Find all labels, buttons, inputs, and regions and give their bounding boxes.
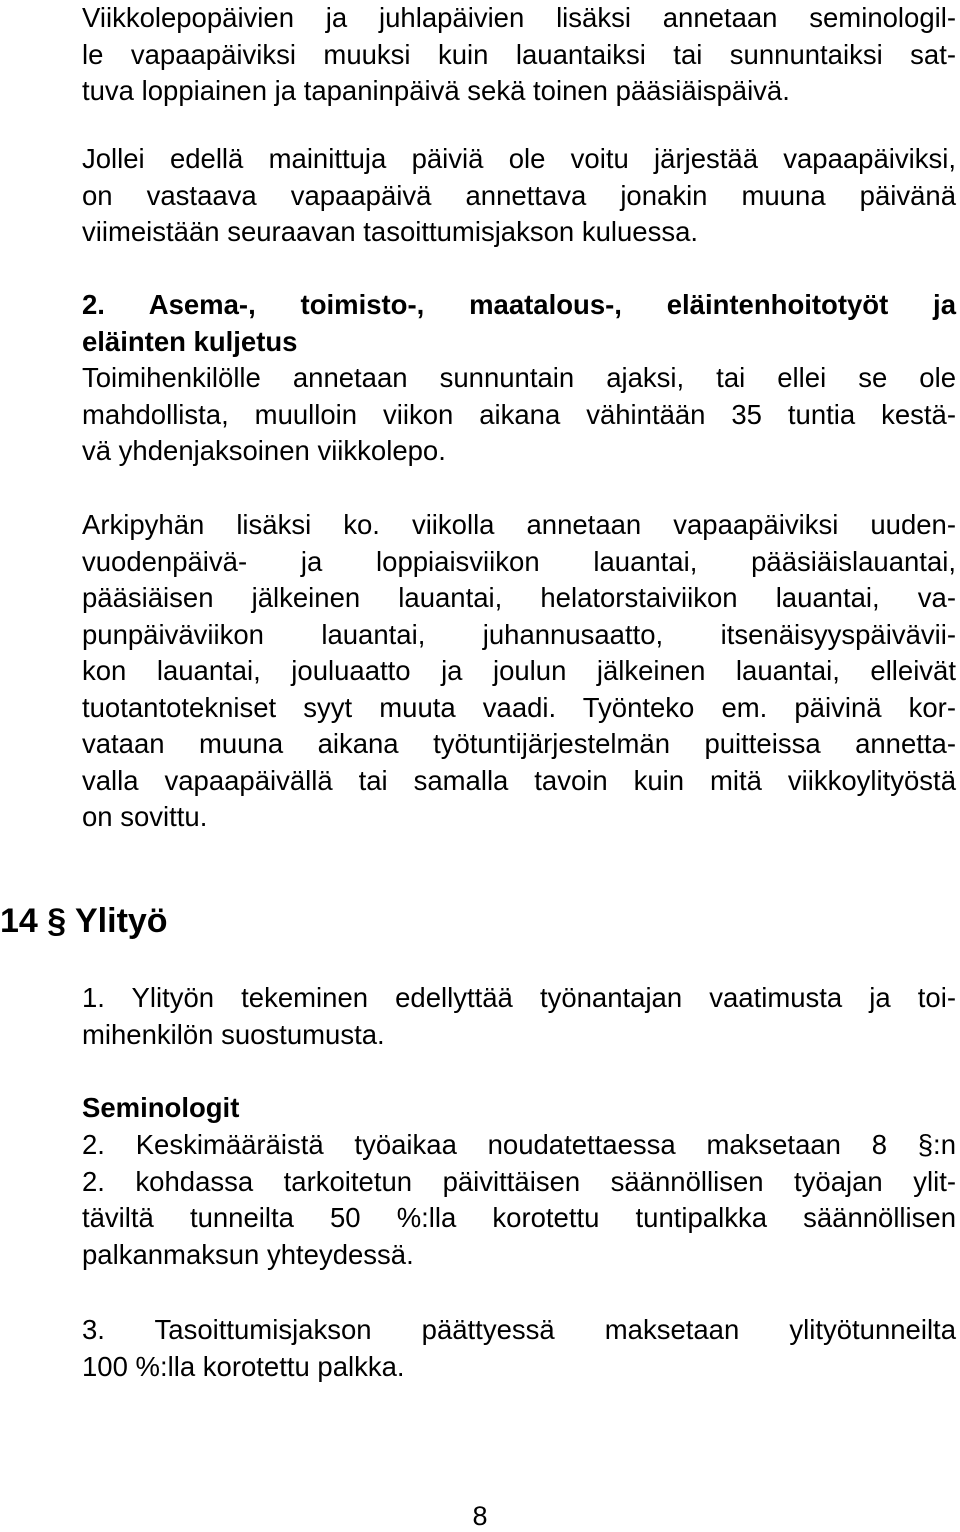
text-line: vuodenpäivä- ja loppiaisviikon lauantai, pääsiäislauantai, bbox=[82, 545, 956, 577]
text-line: vä yhdenjaksoinen viikkolepo. bbox=[82, 435, 446, 466]
section-2-heading-line: eläinten kuljetus bbox=[82, 325, 298, 357]
text-line: Jollei edellä mainittuja päiviä ole voitu järjestää vapaapäiviksi, bbox=[82, 143, 956, 174]
text-line: Arkipyhän lisäksi ko. viikolla annetaan vapaapäiviksi uuden- bbox=[82, 509, 956, 540]
text-line: valla vapaapäivällä tai samalla tavoin kuin mitä viikkoylityöstä bbox=[82, 764, 956, 796]
text-line: mahdollista, muulloin viikon aikana vähintään 35 tuntia kestä- bbox=[82, 398, 956, 430]
page-number: 8 bbox=[472, 1501, 488, 1531]
section-2-heading-line: 2. Asema-, toimisto-, maatalous-, eläintenhoitotyöt ja bbox=[82, 289, 956, 320]
text-line: palkanmaksun yhteydessä. bbox=[82, 1238, 414, 1270]
text-line: 2. kohdassa tarkoitetun päivittäisen säännöllisen työajan ylit- bbox=[82, 1165, 956, 1197]
text-line: Toimihenkilölle annetaan sunnuntain ajaksi, tai ellei se ole bbox=[82, 362, 956, 393]
text-line: le vapaapäiviksi muuksi kuin lauantaiksi tai sunnuntaiksi sat- bbox=[82, 38, 956, 70]
text-line: Viikkolepopäivien ja juhlapäivien lisäksi annetaan seminologil- bbox=[82, 2, 956, 33]
text-line: viimeistään seuraavan tasoittumisjakson kuluessa. bbox=[82, 216, 698, 247]
text-line: kon lauantai, jouluaatto ja joulun jälkeinen lauantai, elleivät bbox=[82, 655, 956, 686]
section-2-block bbox=[82, 287, 956, 470]
paragraph-overtime-pay-100 bbox=[82, 1312, 956, 1385]
text-line: täviltä tunneilta 50 %:lla korotettu tuntipalkka säännöllisen bbox=[82, 1202, 956, 1233]
text-line: vataan muuna aikana työtuntijärjestelmän puitteissa annetta- bbox=[82, 728, 956, 759]
subheading-seminologists: Seminologit bbox=[82, 1092, 240, 1123]
paragraph-compensatory-day bbox=[82, 141, 956, 251]
section-title-overtime: 14 § Ylityö bbox=[0, 902, 168, 940]
text-line: tuotantotekniset syyt muuta vaadi. Työnteko em. päivinä kor- bbox=[82, 691, 956, 723]
paragraph-holiday-saturdays bbox=[82, 507, 956, 836]
text-line: 3. Tasoittumisjakson päättyessä maksetaan ylityötunneilta bbox=[82, 1314, 956, 1345]
text-line: 100 %:lla korotettu palkka. bbox=[82, 1350, 405, 1382]
text-line: punpäiväviikon lauantai, juhannusaatto, itsenäisyyspäivävii- bbox=[82, 618, 956, 650]
paragraph-extra-days-off bbox=[82, 0, 956, 110]
text-line: tuva loppiainen ja tapaninpäivä sekä toinen pääsiäispäivä. bbox=[82, 75, 790, 106]
text-line: 2. Keskimääräistä työaikaa noudatettaessa maksetaan 8 §:n bbox=[82, 1129, 956, 1160]
text-line: mihenkilön suostumusta. bbox=[82, 1018, 385, 1050]
text-line: 1. Ylityön tekeminen edellyttää työnantajan vaatimusta ja toi- bbox=[82, 982, 956, 1013]
paragraph-overtime-pay-50 bbox=[82, 1127, 956, 1273]
paragraph-overtime-consent bbox=[82, 980, 956, 1053]
text-line: pääsiäisen jälkeinen lauantai, helatorstaiviikon lauantai, va- bbox=[82, 582, 956, 613]
text-line: on vastaava vapaapäivä annettava jonakin muuna päivänä bbox=[82, 179, 956, 211]
text-line: on sovittu. bbox=[82, 801, 208, 832]
